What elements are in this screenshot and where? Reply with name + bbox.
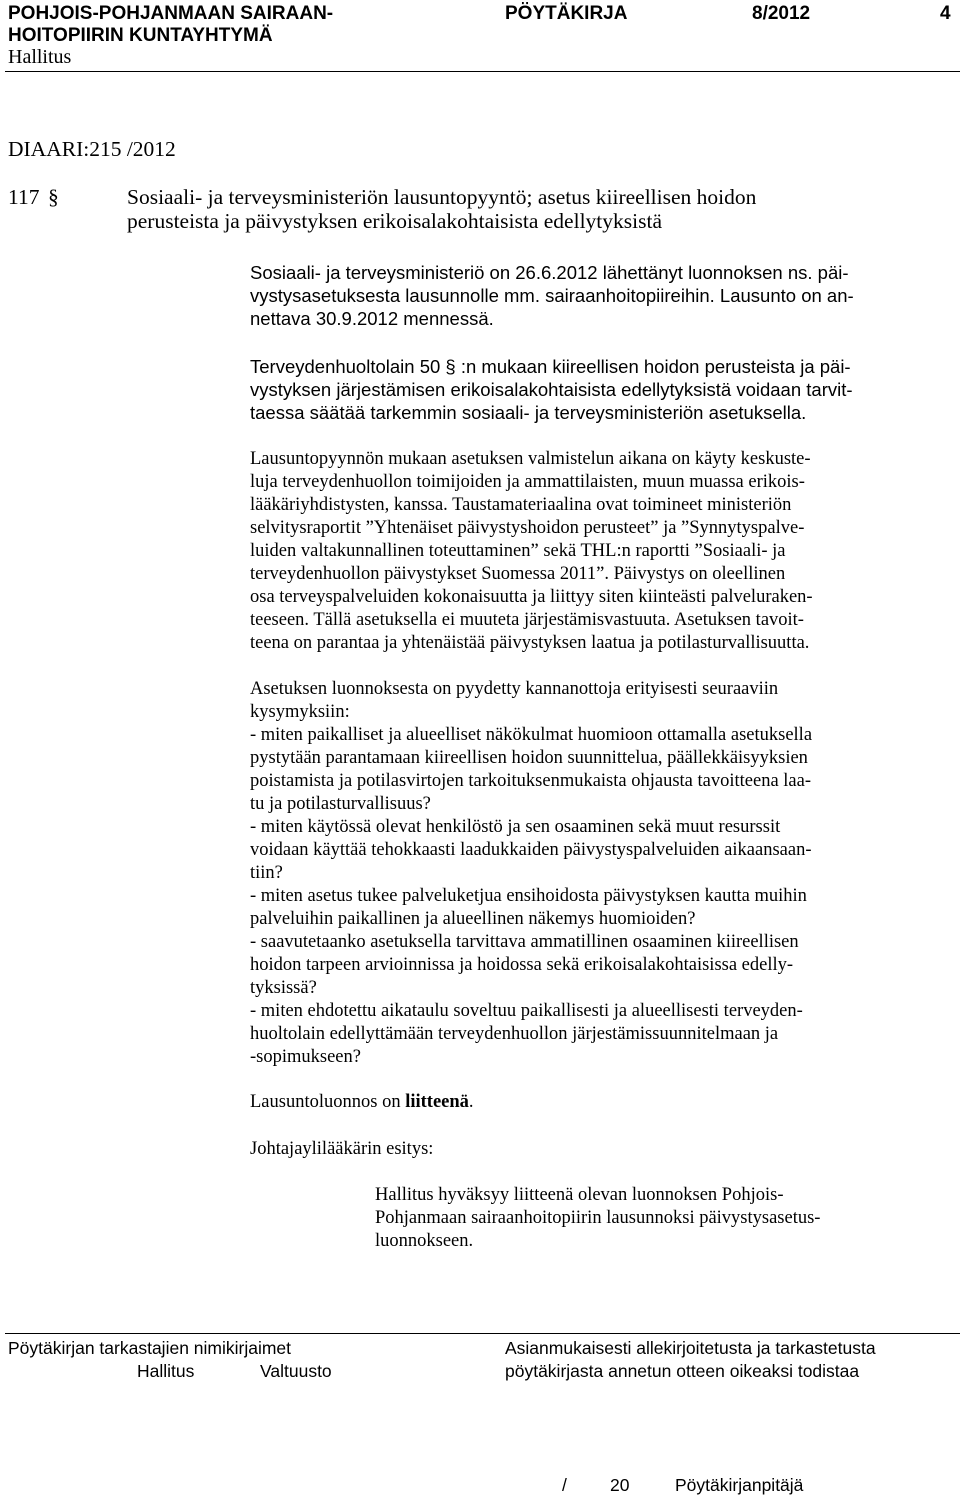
text-line: Asetuksen luonnoksesta on pyydetty kannanottoja erityisesti seuraaviin	[250, 679, 779, 699]
section-number: 117	[8, 185, 40, 209]
list-item: - miten asetus tukee palveluketjua ensihoidosta päivystyksen kautta muihin	[250, 886, 807, 906]
text-line: kysymyksiin:	[250, 702, 350, 722]
list-item: - miten käytössä olevat henkilöstö ja sen osaaminen sekä muut resurssit	[250, 817, 781, 837]
section-title-line: perusteista ja päivystyksen erikoisalakohtaisista edellytyksistä	[127, 209, 662, 233]
text-line: vystyksen järjestämisen erikoisalakohtaisista edellytyksistä voidaan tarvit-	[250, 379, 853, 400]
text-line: luiden valtakunnallinen toteuttaminen” sekä THL:n raportti ”Sosiaali- ja	[250, 541, 786, 561]
org-name-line2: HOITOPIIRIN KUNTAYHTYMÄ	[8, 25, 273, 46]
text-line: Sosiaali- ja terveysministeriö on 26.6.2012 lähettänyt luonnoksen ns. päi-	[250, 262, 849, 283]
text-line: lääkäriyhdistysten, kanssa. Taustamateriaalina ovat toimineet ministeriön	[250, 495, 792, 515]
text-line: terveydenhuollon päivystykset Suomessa 2011”. Päivystys on oleellinen	[250, 564, 786, 584]
text-line: pystytään parantamaan kiireellisen hoidon suunnittelua, päällekkäisyyksien	[250, 748, 808, 768]
text-line: voidaan käyttää tehokkaasti laadukkaiden päivystyspalveluiden aikaansaan-	[250, 840, 812, 860]
paragraph-background	[250, 448, 813, 655]
text-line: taessa säätää tarkemmin sosiaali- ja terveysministeriön asetuksella.	[250, 402, 807, 423]
document-type: PÖYTÄKIRJA	[505, 3, 628, 24]
section-title-line: Sosiaali- ja terveysministeriön lausuntopyyntö; asetus kiireellisen hoidon	[127, 185, 757, 209]
list-item: - miten paikalliset ja alueelliset näkökulmat huomioon ottamalla asetuksella	[250, 725, 813, 745]
text-line: palveluihin paikallinen ja alueellinen näkemys huomioiden?	[250, 909, 696, 929]
footer-rule	[5, 1333, 960, 1334]
section-symbol: §	[48, 185, 59, 209]
certification-line2: pöytäkirjasta annetun otteen oikeaksi todistaa	[505, 1361, 860, 1381]
date-year: 20	[610, 1475, 630, 1495]
text-line: osa terveyspalveluiden kokonaisuutta ja liittyy siten kiinteästi palveluraken-	[250, 587, 813, 607]
header-rule	[5, 71, 960, 72]
initials-hallitus: Hallitus	[137, 1361, 195, 1381]
text-line: poistamista ja potilasvirtojen tarkoituksenmukaista ohjausta tavoitteena laa-	[250, 771, 812, 791]
list-item: - miten ehdotettu aikataulu soveltuu paikallisesti ja alueellisesti terveyden-	[250, 1001, 803, 1021]
text-line: -sopimukseen?	[250, 1047, 361, 1067]
list-item: - saavutetaanko asetuksella tarvittava ammatillinen osaaminen kiireellisen	[250, 932, 799, 952]
proposal-label: Johtajaylilääkärin esitys:	[250, 1139, 434, 1159]
paragraph-questions	[250, 678, 812, 1069]
text-line: luonnokseen.	[375, 1231, 474, 1251]
attachment-note	[250, 1091, 474, 1114]
text-line: teena on parantaa ja yhtenäistää päivystyksen laatua ja potilasturvallisuutta.	[250, 633, 810, 653]
date-slash: /	[562, 1475, 567, 1495]
text-line: tiin?	[250, 863, 283, 883]
initials-valtuusto: Valtuusto	[260, 1361, 332, 1381]
section-title	[127, 185, 756, 233]
text-line: teeseen. Tällä asetuksella ei muuteta järjestämisvastuuta. Asetuksen tavoit-	[250, 610, 804, 630]
paragraph-legal-basis	[250, 355, 853, 424]
text-line: tyksissä?	[250, 978, 317, 998]
text-line: Pohjanmaan sairaanhoitopiirin lausunnoksi päivystysasetus-	[375, 1208, 821, 1228]
text-line: huoltolain edellyttämään terveydenhuollon järjestämissuunnitelmaan ja	[250, 1024, 779, 1044]
attachment-note-prefix: Lausuntoluonnos on	[250, 1092, 406, 1112]
attachment-link-text: liitteenä	[405, 1092, 469, 1112]
body-name: Hallitus	[8, 46, 72, 68]
initials-title: Pöytäkirjan tarkastajien nimikirjaimet	[8, 1338, 292, 1358]
page-number: 4	[940, 3, 951, 24]
text-line: hoidon tarpeen arvioinnissa ja hoidossa sekä erikoisalakohtaisissa edelly-	[250, 955, 794, 975]
org-name-line1: POHJOIS-POHJANMAAN SAIRAAN-	[8, 3, 334, 24]
certification-line1: Asianmukaisesti allekirjoitetusta ja tarkastetusta	[505, 1338, 876, 1358]
text-line: selvitysraportit ”Yhtenäiset päivystyshoidon perusteet” ja ”Synnytyspalve-	[250, 518, 805, 538]
paragraph-intro	[250, 261, 854, 330]
meeting-number: 8/2012	[752, 3, 811, 24]
minutes-keeper: Pöytäkirjanpitäjä	[675, 1475, 804, 1495]
text-line: nettava 30.9.2012 mennessä.	[250, 308, 494, 329]
text-line: luja terveydenhuollon toimijoiden ja ammattilaisten, muun muassa erikois-	[250, 472, 805, 492]
text-line: Terveydenhuoltolain 50 § :n mukaan kiireellisen hoidon perusteista ja päi-	[250, 356, 851, 377]
attachment-note-suffix: .	[468, 1092, 474, 1112]
proposal-text	[375, 1184, 820, 1253]
text-line: tu ja potilasturvallisuus?	[250, 794, 431, 814]
diaari-number: DIAARI:215 /2012	[8, 137, 176, 161]
text-line: vystysasetuksesta lausunnolle mm. sairaanhoitopiireihin. Lausunto on an-	[250, 285, 854, 306]
text-line: Hallitus hyväksyy liitteenä olevan luonnoksen Pohjois-	[375, 1185, 784, 1205]
text-line: Lausuntopyynnön mukaan asetuksen valmistelun aikana on käyty keskuste-	[250, 449, 811, 469]
